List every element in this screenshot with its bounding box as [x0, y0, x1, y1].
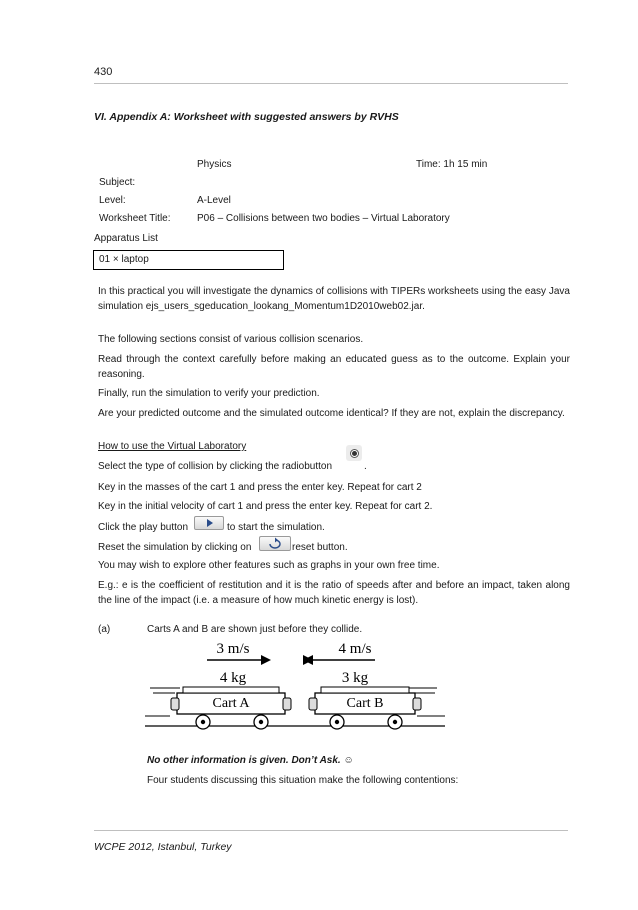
paragraph-reasoning: Read through the context carefully before making an educated guess as to the outcome. Explain your reasoning.: [98, 354, 570, 380]
contention-intro: Four students discussing this situation make the following contentions:: [147, 775, 459, 786]
paragraph-verify: Finally, run the simulation to verify your prediction.: [98, 388, 320, 399]
intro-paragraph: In this practical you will investigate the dynamics of collisions with TIPERs worksheets using the easy Java simulation ejs_users_sgeducation_lookang_Momentum1D2010web02.jar.: [98, 286, 570, 312]
paragraph-scenarios: The following sections consist of various collision scenarios.: [98, 334, 364, 345]
footer-text: WCPE 2012, Istanbul, Turkey: [94, 841, 232, 853]
play-icon: [194, 516, 224, 530]
paragraph-restitution: E.g.: e is the coefficient of restitution and it is the ratio of speeds after and before an impact, taken along the line of the impact (i.e. a measure of how much kinetic energy is lost).: [98, 580, 570, 606]
step-play-b: to start the simulation.: [227, 522, 325, 533]
apparatus-item: 01 × laptop: [99, 254, 149, 265]
subject-value: Physics: [197, 159, 232, 170]
worksheet-title-value: P06 – Collisions between two bodies – Virtual Laboratory: [197, 213, 450, 224]
cart-a-label: Cart A: [212, 696, 250, 711]
step-velocity: Key in the initial velocity of cart 1 and press the enter key. Repeat for cart 2.: [98, 501, 433, 512]
step-reset-a: Reset the simulation by clicking on: [98, 542, 252, 553]
reset-icon: [259, 536, 291, 551]
subject-label: Subject:: [99, 177, 136, 188]
cart-b-speed: 4 m/s: [338, 641, 372, 657]
cart-b-label: Cart B: [346, 696, 384, 711]
step-select-collision: Select the type of collision by clicking the radiobutton: [98, 461, 333, 472]
step-select-end: .: [364, 461, 367, 472]
step-reset-b: reset button.: [292, 542, 348, 553]
header-rule: [94, 83, 568, 84]
time-allowed: Time: 1h 15 min: [416, 159, 488, 170]
level-value: A-Level: [197, 195, 231, 206]
section-heading: VI. Appendix A: Worksheet with suggested answers by RVHS: [94, 111, 399, 123]
page-number: 430: [94, 66, 113, 78]
howto-heading: How to use the Virtual Laboratory: [98, 441, 247, 452]
carts-figure: [145, 638, 445, 734]
question-label: (a): [98, 624, 111, 635]
note-no-info: No other information is given. Don’t Ask. ☺: [147, 755, 354, 766]
apparatus-label: Apparatus List: [94, 233, 158, 244]
step-masses: Key in the masses of the cart 1 and press the enter key. Repeat for cart 2: [98, 482, 422, 493]
cart-a-mass: 4 kg: [219, 670, 247, 686]
paragraph-explore: You may wish to explore other features such as graphs in your own free time.: [98, 560, 440, 571]
cart-a-speed: 3 m/s: [216, 641, 250, 657]
radio-button-selected-icon: [346, 445, 362, 461]
level-label: Level:: [99, 195, 126, 206]
worksheet-title-label: Worksheet Title:: [99, 213, 171, 224]
question-text: Carts A and B are shown just before they collide.: [147, 624, 363, 635]
footer-rule: [94, 830, 568, 831]
step-play-a: Click the play button: [98, 522, 189, 533]
apparatus-box: [93, 250, 284, 270]
paragraph-discrepancy: Are your predicted outcome and the simulated outcome identical? If they are not, explain the discrepancy.: [98, 408, 565, 419]
cart-b-mass: 3 kg: [341, 670, 369, 686]
